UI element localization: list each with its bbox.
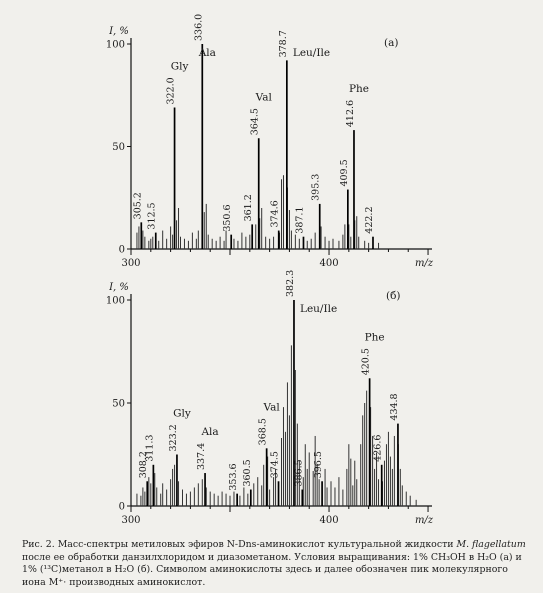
peak-label: 350.6 [222,204,234,232]
panel-label: (б) [386,290,401,302]
peak-label: 368.5 [257,418,269,446]
amino-acid-label: Val [263,401,280,414]
amino-acid-label: Ala [201,426,219,439]
peak-label: 420.5 [360,348,372,376]
peak-label: 364.5 [249,108,261,136]
amino-acid-label: Gly [170,60,189,73]
figure-caption [22,539,530,589]
peak-label: 311.3 [144,434,156,462]
peak-label: 322.0 [165,77,177,105]
peak-label: 374.6 [269,200,281,228]
x-tick-label: 300 [121,515,141,526]
peak-label: 374.5 [269,451,281,479]
peak-label: 395.3 [310,173,322,201]
y-tick-label: 50 [112,398,125,410]
y-tick-label: 0 [118,501,125,513]
peak-label: 422.2 [363,206,375,234]
peak-label: 434.8 [388,393,400,421]
peak-label: 378.7 [277,30,289,58]
amino-acid-label: Leu/Ile [299,303,338,315]
amino-acid-label: Phe [348,83,370,96]
peak-label: 412.6 [344,99,356,128]
y-tick-label: 100 [105,39,125,51]
peak-label: 305.2 [132,192,144,220]
amino-acid-label: Gly [173,407,191,420]
peak-label: 360.5 [241,459,253,487]
peak-label: 426.6 [372,434,384,462]
x-tick-label: 400 [319,515,339,526]
peak-label: 396.5 [313,451,325,479]
peak-label: 312.5 [146,202,158,230]
spectrum-panel-a [106,14,434,269]
peak-label: 308.2 [138,451,150,479]
caption-lead: Рис. 2. Масс-спектры метиловых эфиров N-Dns-аминокислот культуральной жидкости [22,539,457,550]
y-tick-label: 100 [105,295,125,307]
peak-label: 387.1 [294,206,306,234]
y-axis-label: I, % [109,282,129,293]
peak-label: 361.2 [243,194,255,222]
peak-label: 409.5 [338,159,350,187]
peak-label: 353.6 [228,463,240,491]
caption-rest: после ее обработки данзилхлоридом и диазометаном. Условия выращивания: 1% CH₃OH в H₂O (а) и 1% (¹³C)метанол в H₂O (б). Символом аминокислоты здесь и далее обозначен пик молекулярного иона M⁺· производных аминокислот. [22,551,522,588]
x-axis-label: m/z [414,515,434,526]
peak-label: 323.2 [167,424,179,452]
peak-label: 386.5 [293,459,305,487]
amino-acid-label: Leu/Ile [292,47,331,59]
spectrum-panel-b [106,270,434,526]
amino-acid-label: Val [255,91,272,104]
y-tick-label: 50 [112,142,125,153]
x-axis-label: m/z [414,258,434,269]
y-axis-label: I, % [109,26,129,37]
x-tick-label: 300 [121,258,141,269]
panel-label: (a) [384,37,399,49]
peak-label: 382.3 [284,269,296,297]
caption-organism: M. flagellatum [456,539,526,550]
amino-acid-label: Ala [198,47,216,59]
peak-label: 336.0 [193,13,205,41]
amino-acid-label: Phe [364,331,385,344]
peak-label: 337.4 [196,442,208,471]
x-tick-label: 400 [319,258,339,269]
y-tick-label: 0 [118,244,125,256]
